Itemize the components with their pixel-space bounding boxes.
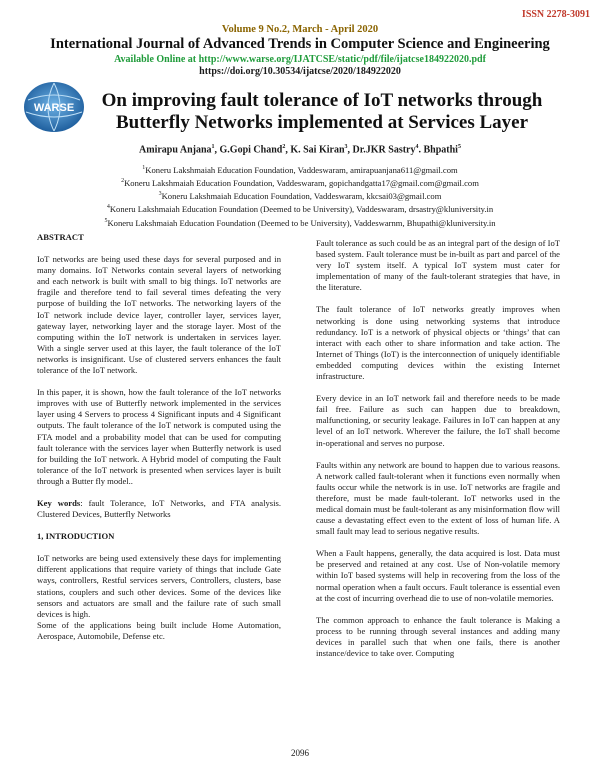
affiliation-sup: 2 — [121, 178, 125, 185]
author-name: K. Sai Kiran — [290, 144, 345, 156]
issn-label: ISSN 2278-3091 — [521, 9, 590, 20]
author-name: Bhpathi — [423, 144, 458, 156]
author-sup: 5 — [457, 144, 461, 150]
affiliation-sup: 1 — [142, 165, 146, 171]
abstract-paragraph: In this paper, it is shown, how the fault tolerance of the IoT networks improves with use of Butterfly network implemented in the services layer using 4 Servers to process 4 Significant inputs and 4 Significant outputs. The fault tolerance of the IoT network is computed using the FTA model and a probability model that can be used for computing fault tolerance with the services layer when Butterfly network is used for building the IoT network. A Hybrid model of computing the Fault tolerance of the IoT network is presented when services layer is built through a Butter fly model.. — [37, 387, 281, 486]
affiliation-sup: 5 — [104, 217, 108, 224]
author-name: Amirapu Anjana — [139, 144, 212, 156]
keywords-text: : fault Tolerance, IoT Networks, and FTA analysis. Clustered Devices, Butterfly Networks — [37, 497, 281, 520]
affiliation-sup: 3 — [158, 191, 162, 198]
body-paragraph: The fault tolerance of IoT networks greatly improves when networking is done using networking systems that introduce redundancy. IoT is a network of physical objects or ‘things’ that can interact with each other to share information and take action. The Internet of Things (IoT) is the interconnection of uniquely identifiable embedded computing devices within the existing Internet infrastructure. — [316, 304, 560, 382]
affiliation-text: Koneru Lakshmaiah Education Foundation, Vaddeswaram, amirapuanjana611@gmail.com — [145, 164, 458, 175]
body-paragraph: The common approach to enhance the fault tolerance is Making a process to be running through several instances and adding many devices in parallel such that when one fails, there is another instance/device to take over. Computing — [316, 614, 560, 658]
logo-text: WARSE — [33, 102, 75, 114]
available-online-link[interactable]: Available Online at http://www.warse.org/IJATCSE/static/pdf/file/ijatcse184922020.pdf — [114, 54, 486, 65]
affiliation — [0, 216, 600, 229]
author-sup: 4 — [415, 144, 419, 150]
paper-title: On improving fault tolerance of IoT networks through Butterfly Networks implemented at Services Layer — [101, 90, 543, 133]
affiliation-text: Koneru Lakshmaiah Education Foundation (Deemed to be University), Vaddeswaram, drsastry@kluniversity.in — [109, 204, 494, 215]
affiliation — [0, 176, 600, 189]
author-list: Amirapu Anjana$^1$, G.Gopi Chand$^2$, K. Sai Kiran$^3$, Dr.JKR Sastry$^4$. Bhpathi$^5$ — [139, 144, 461, 156]
author-sup: 3 — [344, 144, 348, 150]
body-paragraph: Fault tolerance as such could be as an integral part of the design of IoT based system. Fault tolerance must be in-built as part and parcel of the very IoT system itself. A typical IoT system must cater for implementation of many of the fault-tolerant strategies that have, in the literature. — [316, 238, 560, 293]
affiliation-text: Koneru Lakshmaiah Education Foundation (Deemed to be University), Vaddeswarnm, Bhupathi@kluniversity.in — [107, 217, 496, 228]
intro-paragraph: IoT networks are being used extensively these days for implementing different applications that require variety of things that include Gate ways, controllers, Restful services servers, Controllers, clusters, base stations, couplers and such other devices. Some of the devices like sensors and actuators are small and the failure rate of such small devices is high. — [37, 553, 281, 619]
affiliation-sup: 4 — [106, 204, 110, 211]
left-column — [37, 232, 281, 653]
right-column — [316, 238, 560, 670]
affiliation — [0, 163, 600, 176]
abstract-heading: ABSTRACT — [37, 232, 84, 242]
keywords-label: Key words — [37, 497, 81, 508]
intro-paragraph: Some of the applications being built include Home Automation, Aerospace, Automobile, Defense etc. — [37, 619, 281, 641]
volume-label: Volume 9 No.2, March - April 2020 — [221, 24, 379, 35]
warse-logo — [22, 80, 86, 135]
journal-title: International Journal of Advanced Trends in Computer Science and Engineering — [50, 36, 550, 52]
affiliation — [0, 202, 600, 215]
introduction-heading: 1, INTRODUCTION — [37, 531, 115, 542]
body-paragraph: Every device in an IoT network fail and therefore needs to be made fail free. Failure as such can happen due to breakdown, malfunctioning, or security leakage. Failures in IoT can happen at any level of an IoT network. Wherever the failure, the IoT shall become in-operational and serves no purpose. — [316, 393, 560, 448]
affiliation-text: Koneru Lakshmaiah Education Foundation, Vaddeswaram, kkcsai03@gmail.com — [161, 191, 442, 202]
abstract-paragraph: IoT networks are being used these days for several purposed and in many domains. IoT Networks contain several layers of networking and each network is built with small to big things. IoT networks are fragile and therefore tend to fail several times defeating the very purpose of building the IoT networks. The networking layers of the IoT network include device layer, controller layer, services layer, gateway layer, networking layer and the storage layer. Most of the computing within the IoT network is undertaken in services layer. With a single server used at this layer, the fault tolerance of the IoT networks is insignificant. Use of clustered servers enhances the fault tolerance of the IoT network. — [37, 254, 281, 376]
doi-link[interactable]: https://doi.org/10.30534/ijatcse/2020/184922020 — [199, 66, 401, 77]
affiliation-list — [0, 163, 600, 229]
author-sup: 1 — [211, 144, 215, 150]
author-sup: 2 — [282, 144, 286, 150]
body-paragraph: Faults within any network are bound to happen due to various reasons. A network called fault-tolerant when it functions even normally when faults occur while the network is in use. IoT networks are fragile and therefore, must be made fault-tolerant. IoT networks used in the medical domain must be fault-tolerant as any misinformation flow will cause a devastating effect even to the extent of loss of human life. A small fault may lead to serious negative results. — [316, 459, 560, 537]
affiliation-text: Koneru Lakshmaiah Education Foundation, Vaddeswaram, gopichandgatta17@gmail.com@gmail.com — [124, 178, 479, 189]
author-name: G.Gopi Chand — [219, 144, 283, 156]
author-name: Dr.JKR Sastry — [352, 144, 416, 156]
page-number: 2096 — [291, 748, 309, 758]
keywords — [37, 498, 281, 520]
body-paragraph: When a Fault happens, generally, the data acquired is lost. Data must be preserved and retained at any cost. Use of Non-volatile memory within IoT based systems will help in recovering from the loss of the normal operation when a fault occurs. Fault tolerance is essential even at the cost of incurring overhead die to use of non-volatile memories. — [316, 548, 560, 603]
affiliation — [0, 189, 600, 202]
